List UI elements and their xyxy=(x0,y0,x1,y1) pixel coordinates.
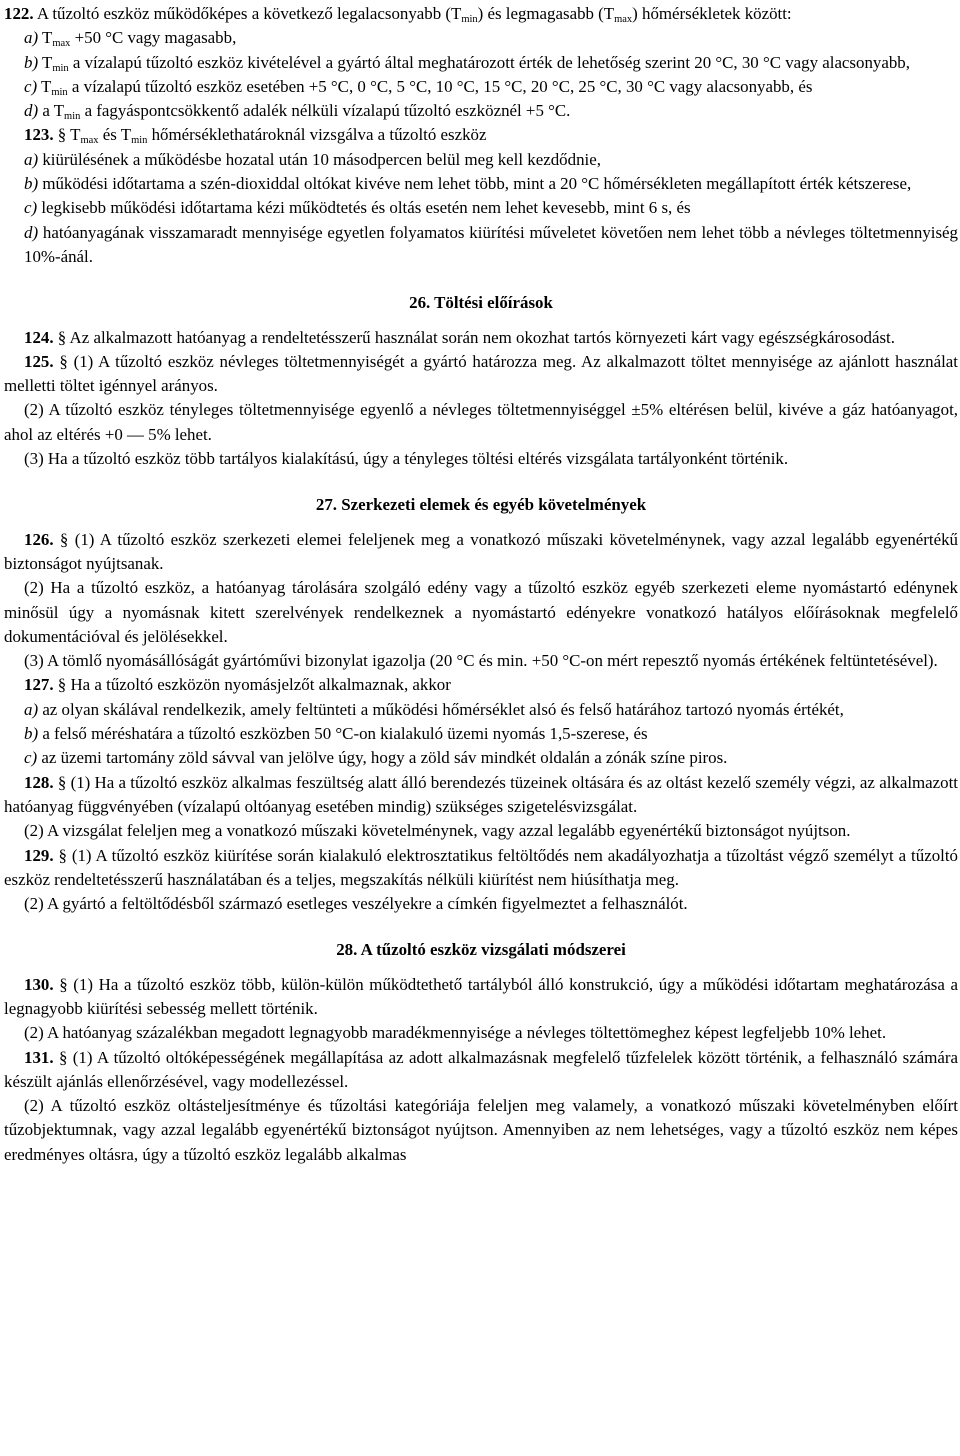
item-text: T xyxy=(42,52,53,72)
item-text: az üzemi tartomány zöld sávval van jelölve úgy, hogy a zöld sáv mindkét oldalán a zónák színe piros. xyxy=(41,748,728,768)
article-number: 127. xyxy=(24,675,54,695)
item-text: működési időtartama a szén-dioxiddal oltókat kivéve nem lehet több, mint a 20 °C hőmérsékleten megállapított érték kétszerese, xyxy=(42,174,912,194)
section-sign: § xyxy=(57,772,67,792)
spacer xyxy=(4,316,958,326)
item-label: b) xyxy=(24,174,39,194)
item-text: +50 °C vagy magasabb, xyxy=(74,28,237,48)
article-text: (1) A tűzoltó eszköz névleges töltetmennyiségét a gyártó határozza meg. Az alkalmazott töltet mennyisége az ajánlott használat melletti töltet igénnyel arányos. xyxy=(4,351,958,396)
paragraph: (2) A tűzoltó eszköz tényleges töltetmennyisége egyenlő a névleges töltetmennyiséggel ±5% eltérésen belül, kivéve a gáz hatóanyagot, ahol az eltérés +0 — 5% lehet. xyxy=(4,400,958,444)
paragraph: (2) A tűzoltó eszköz oltásteljesítménye és tűzoltási kategóriája feleljen meg valamely, a vonatkozó műszaki követelményben előírt tűzobjektumnak, vagy azzal legalább egyenértékű biztonságot nyújtson. Amennyiben az nem lehetséges, vagy a tűzoltó eszköz nem képes eredményes oltásra, úgy a tűzoltó eszköz legalább alkalmas xyxy=(4,1096,958,1164)
item-text: T xyxy=(42,28,53,48)
paragraph xyxy=(4,123,958,147)
article-125 xyxy=(4,350,958,471)
item-label: a) xyxy=(24,699,39,719)
subscript: max xyxy=(614,13,633,25)
article-text: (1) Ha a tűzoltó eszköz több, külön-külön működtethető tartályból álló konstrukció, úgy a működési időtartam meghatározása a legnagyobb kiürítési sebesség mellett történik. xyxy=(4,974,958,1018)
section-sign: § xyxy=(59,351,68,371)
subscript: min xyxy=(461,13,478,25)
article-text: Ha a tűzoltó eszközön nyomásjelzőt alkalmaznak, akkor xyxy=(70,675,451,695)
item-label: d) xyxy=(24,101,39,121)
article-131 xyxy=(4,1046,958,1167)
section-sign: § xyxy=(59,529,69,549)
list-item-c xyxy=(4,75,958,99)
article-123 xyxy=(4,123,958,269)
section-sign: § xyxy=(58,845,67,865)
list-item-c xyxy=(4,196,958,220)
subscript: min xyxy=(51,86,68,98)
article-number: 128. xyxy=(24,772,54,792)
item-text: legkisebb működési időtartama kézi működtetés és oltás esetén nem lehet kevesebb, mint 6 s, és xyxy=(41,198,691,218)
paragraph xyxy=(4,673,958,697)
item-text: a felső méréshatára a tűzoltó eszközben 50 °C-on kialakuló üzemi nyomás 1,5-szerese, és xyxy=(42,724,648,744)
paragraph: (3) Ha a tűzoltó eszköz több tartályos kialakítású, úgy a tényleges töltési eltérés vizsgálata tartályonként történik. xyxy=(24,449,789,469)
article-number: 131. xyxy=(24,1047,54,1067)
subscript: min xyxy=(131,135,148,147)
paragraph xyxy=(4,844,958,893)
article-text: és T xyxy=(102,125,132,145)
item-label: d) xyxy=(24,222,39,242)
list-item-a xyxy=(4,148,958,172)
article-text: (1) Ha a tűzoltó eszköz alkalmas feszültség alatt álló berendezés tüzeinek oltására és az oltást kezelő személy végzi, az alkalmazott hatóanyag függvényében (vízalapú oltóanyag esetében mindig) szükséges szigetelésvizsgálat. xyxy=(4,772,958,816)
paragraph: (2) Ha a tűzoltó eszköz, a hatóanyag tárolására szolgáló edény vagy a tűzoltó eszköz egyéb szerkezeti eleme nyomástartó edénynek minősül úgy a nyomásnak kitett szerelvények rendelkeznek a nyomástartó edényekre vonatkozó hatályos előírásoknak megfelelő dokumentációval és jelölésekkel. xyxy=(4,578,958,646)
article-text: Az alkalmazott hatóanyag a rendeltetésszerű használat során nem okozhat tartós környezeti kárt vagy egészségkárosodást. xyxy=(69,327,895,347)
article-text: A tűzoltó eszköz működőképes a következő legalacsonyabb (T xyxy=(36,4,462,23)
article-text: (1) A tűzoltó eszköz kiürítése során kialakuló elektrosztatikus feltöltődés nem akadályozhatja a tűzoltást végző személyt a tűzoltó eszköz rendeltetésszerű használatában és a teljes, megszakítás nélküli kiürítést nem hiúsíthatja meg. xyxy=(4,845,958,889)
spacer xyxy=(4,963,958,973)
spacer xyxy=(4,916,958,938)
item-label: a) xyxy=(24,149,39,169)
list-item-b xyxy=(4,172,958,196)
article-text: T xyxy=(70,125,81,145)
article-number: 126. xyxy=(24,529,54,549)
item-text: az olyan skálával rendelkezik, amely feltünteti a működési hőmérséklet alsó és felső határához tartozó nyomás értékét, xyxy=(42,699,844,719)
item-label: c) xyxy=(24,198,38,218)
list-item-b xyxy=(4,51,958,75)
spacer xyxy=(4,269,958,291)
article-number: 129. xyxy=(24,845,54,865)
list-item-a xyxy=(4,698,958,722)
subscript: max xyxy=(80,135,99,147)
article-text: ) hőmérsékletek között: xyxy=(632,4,792,23)
item-text: a vízalapú tűzoltó eszköz esetében +5 °C, 0 °C, 5 °C, 10 °C, 15 °C, 20 °C, 25 °C, 30 °C vagy alacsonyabb, és xyxy=(71,76,813,96)
article-127 xyxy=(4,673,958,770)
article-text: (1) A tűzoltó oltóképességének megállapítása az adott alkalmazásnak megfelelő tűzfelelek között történik, a felhasználó számára készült ajánlás ellenőrzésével, vagy modellezéssel. xyxy=(4,1047,958,1091)
item-label: b) xyxy=(24,52,39,72)
list-item-d xyxy=(4,221,958,270)
section-heading: 28. A tűzoltó eszköz vizsgálati módszerei xyxy=(336,940,626,960)
section-sign: § xyxy=(58,1047,68,1067)
item-text: a T xyxy=(42,101,65,121)
list-item-d xyxy=(4,99,958,123)
article-number: 124. xyxy=(24,327,54,347)
item-text: a vízalapú tűzoltó eszköz kivételével a gyártó által meghatározott érték de lehetőség szerint 20 °C, 30 °C vagy alacsonyabb, xyxy=(72,52,910,72)
paragraph: (2) A vizsgálat feleljen meg a vonatkozó műszaki követelménynek, vagy azzal legalább egyenértékű biztonságot nyújtson. xyxy=(24,821,851,841)
subscript: min xyxy=(64,111,81,123)
section-heading: 27. Szerkezeti elemek és egyéb követelmények xyxy=(315,495,647,515)
item-label: b) xyxy=(24,724,39,744)
section-sign: § xyxy=(57,125,67,145)
article-122 xyxy=(4,2,958,123)
subscript: min xyxy=(52,62,69,74)
article-number: 130. xyxy=(24,974,54,994)
paragraph xyxy=(4,326,958,350)
article-126 xyxy=(4,528,958,674)
article-129 xyxy=(4,844,958,917)
article-number: 122. xyxy=(4,4,34,23)
item-label: c) xyxy=(24,748,38,768)
section-sign: § xyxy=(57,327,67,347)
article-text: (1) A tűzoltó eszköz szerkezeti elemei feleljenek meg a vonatkozó műszaki követelménynek, vagy azzal legalább egyenértékű biztonságot nyújtsanak. xyxy=(4,529,958,573)
paragraph xyxy=(4,2,958,26)
paragraph: (2) A hatóanyag százalékban megadott legnagyobb maradékmennyisége a névleges töltettömeghez képest legfeljebb 10% lehet. xyxy=(24,1023,887,1043)
paragraph xyxy=(4,1046,958,1095)
article-128 xyxy=(4,771,958,844)
item-label: c) xyxy=(24,76,38,96)
paragraph: (2) A gyártó a feltöltődésből származó esetleges veszélyekre a címkén figyelmeztet a felhasználót. xyxy=(24,894,688,914)
subscript: max xyxy=(52,38,71,50)
paragraph xyxy=(4,973,958,1022)
section-sign: § xyxy=(57,675,67,695)
list-item-a xyxy=(4,26,958,50)
spacer xyxy=(4,518,958,528)
list-item-b xyxy=(4,722,958,746)
article-130 xyxy=(4,973,958,1046)
item-text: kiürülésének a működésbe hozatal után 10 másodpercen belül meg kell kezdődnie, xyxy=(42,149,601,169)
article-number: 125. xyxy=(24,351,54,371)
spacer xyxy=(4,471,958,493)
article-124 xyxy=(4,326,958,350)
article-text: ) és legmagasabb (T xyxy=(477,4,615,23)
paragraph xyxy=(4,528,958,577)
item-text: a fagyáspontcsökkentő adalék nélküli vízalapú tűzoltó eszköznél +5 °C. xyxy=(84,101,571,121)
paragraph: (3) A tömlő nyomásállóságát gyártóművi bizonylat igazolja (20 °C és min. +50 °C-on mért repesztő nyomás értékének feltüntetésével). xyxy=(24,651,938,671)
paragraph xyxy=(4,350,958,399)
paragraph xyxy=(4,771,958,820)
section-heading: 26. Töltési előírások xyxy=(409,293,553,313)
item-label: a) xyxy=(24,28,39,48)
article-number: 123. xyxy=(24,125,54,145)
list-item-c xyxy=(4,746,958,770)
section-sign: § xyxy=(59,974,68,994)
item-text: T xyxy=(41,76,52,96)
item-text: hatóanyagának visszamaradt mennyisége egyetlen folyamatos kiürítési műveletet követően nem lehet több a névleges töltetmennyiség 10%-ánál. xyxy=(24,222,958,266)
article-text: hőmérséklethatároknál vizsgálva a tűzoltó eszköz xyxy=(151,125,487,145)
